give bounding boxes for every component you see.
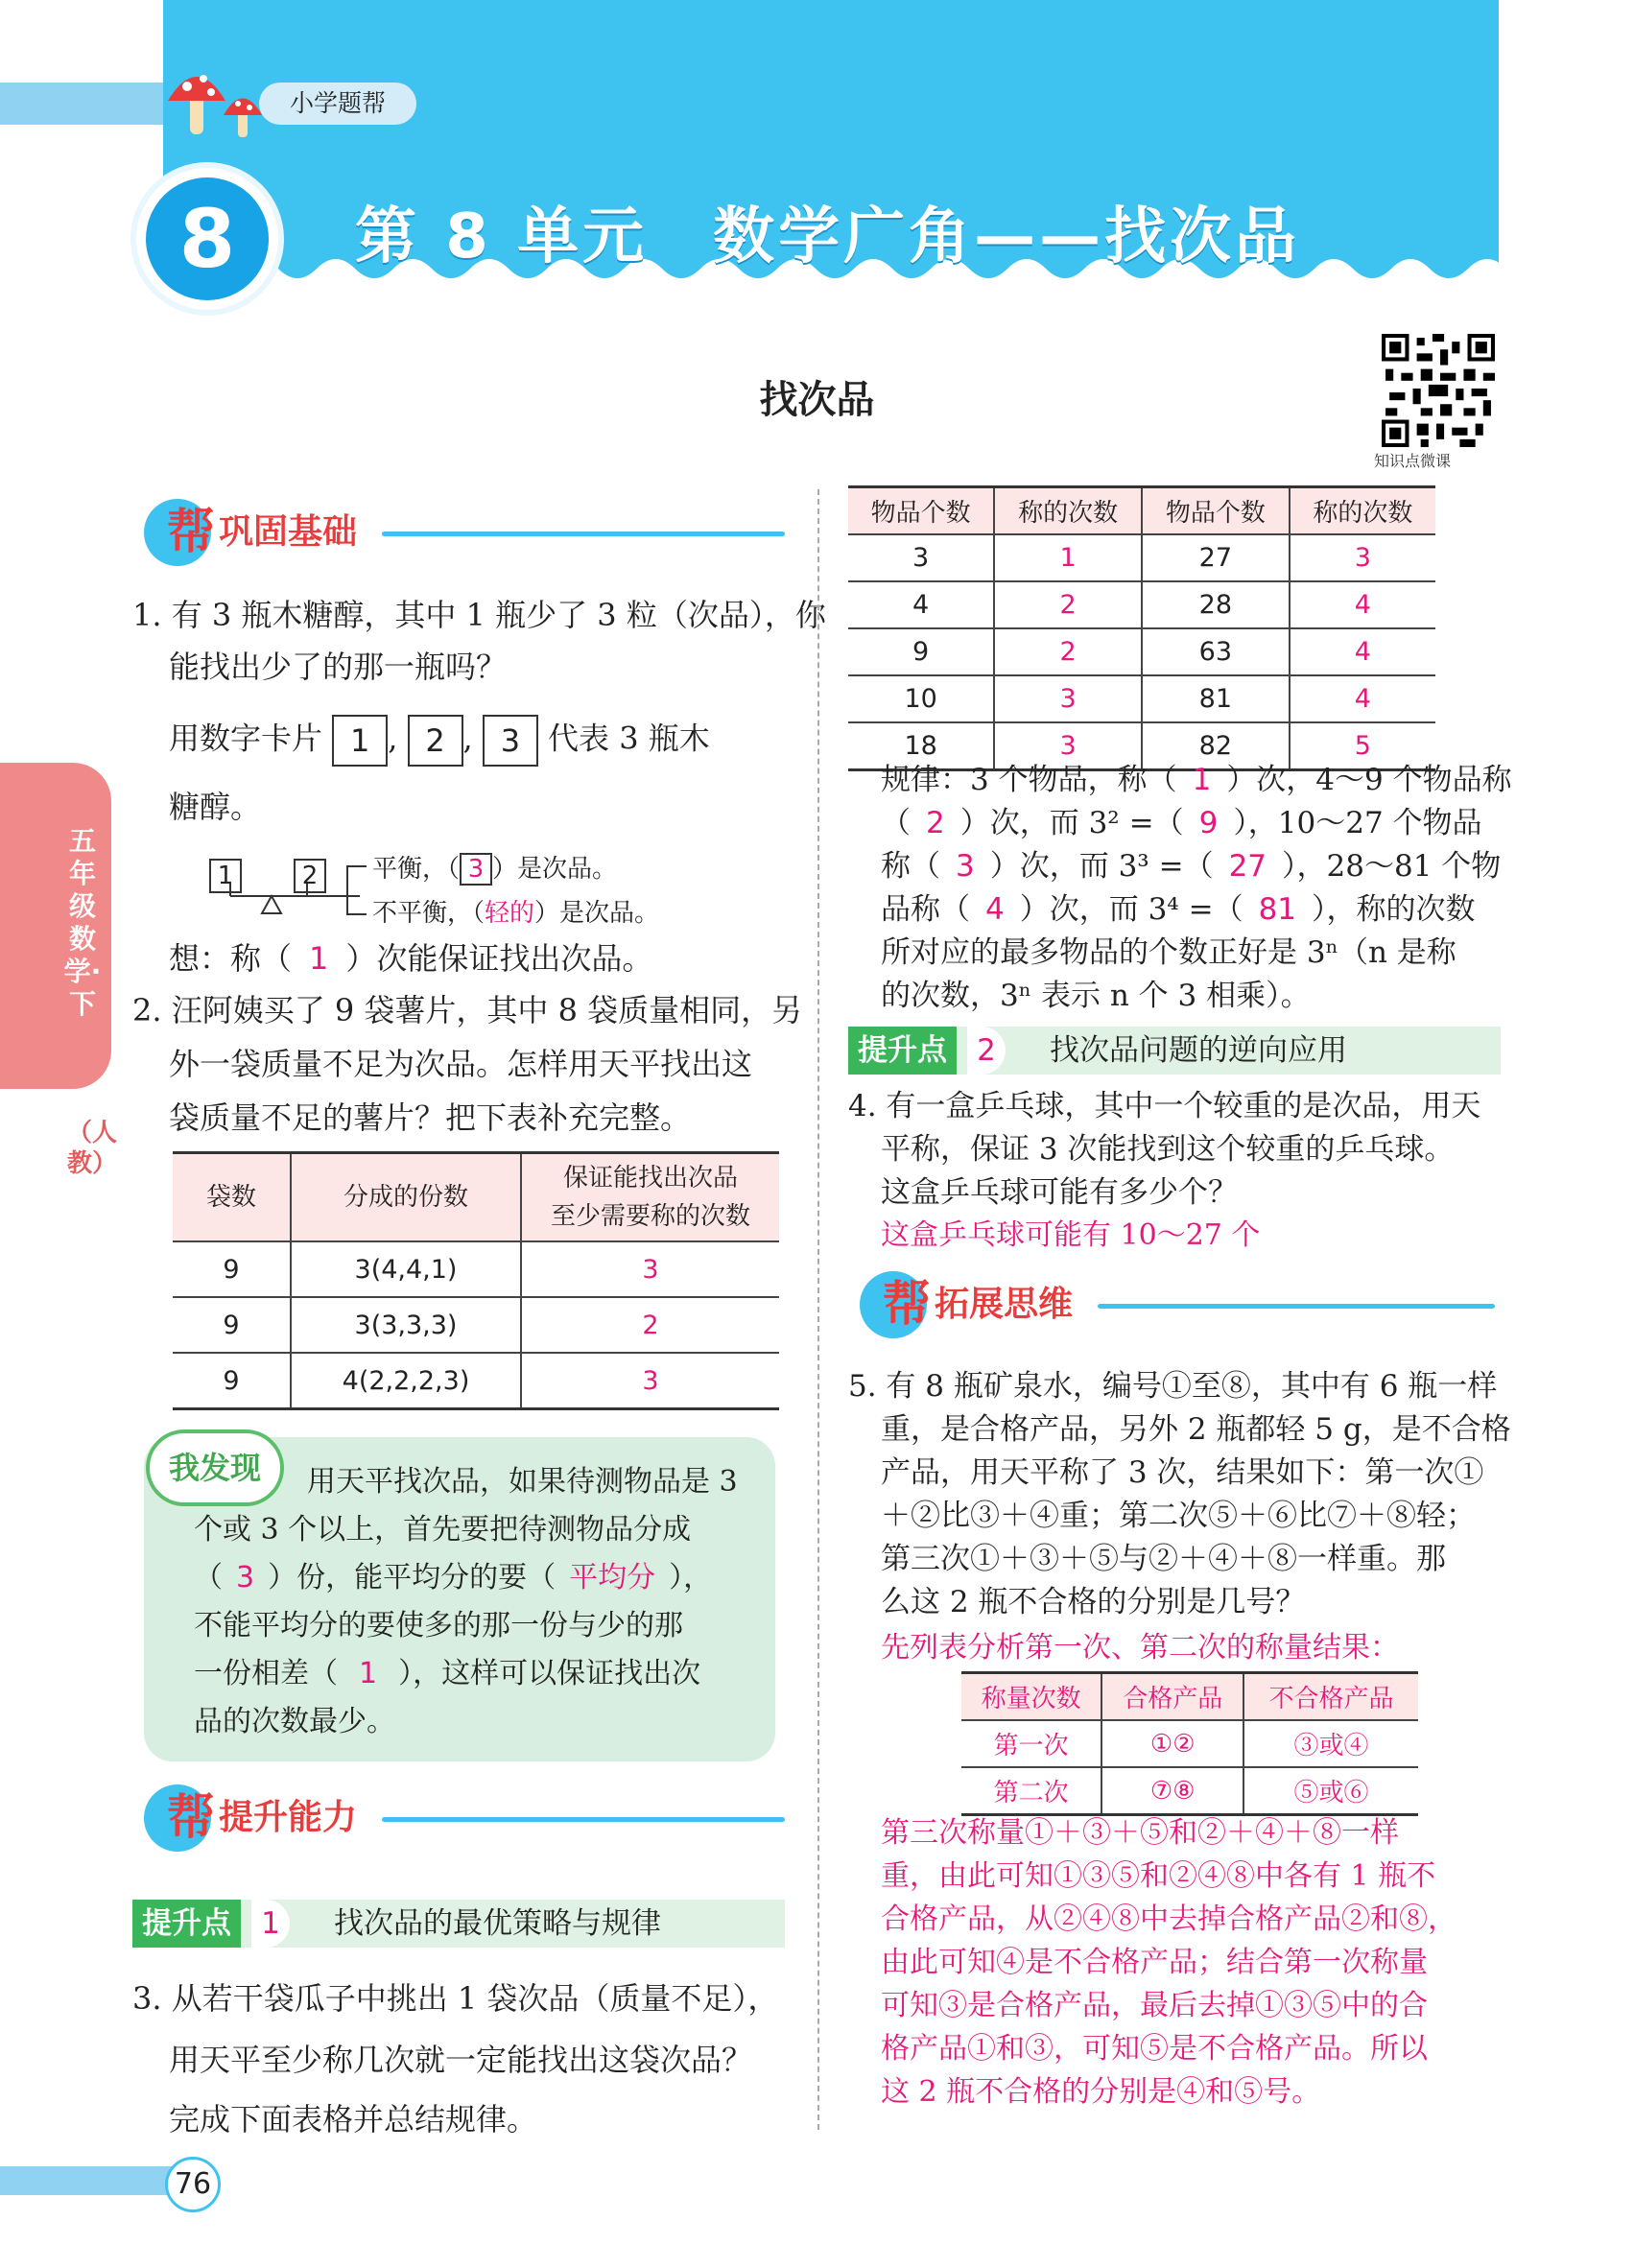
rule-answer: 27 (1228, 849, 1267, 884)
table-cell: 9 (173, 1241, 291, 1297)
rule-answer: 4 (985, 892, 1005, 927)
section-basic (144, 499, 787, 566)
q5-line2: 重，是合格产品，另外 2 瓶都轻 5 g，是不合格 (881, 1412, 1511, 1447)
help-char: 帮 (167, 1789, 215, 1845)
rule-line3 (881, 844, 1501, 888)
unbalanced-answer: 轻的 (485, 899, 535, 928)
rule-text: ），称的次数 (1312, 892, 1476, 927)
table-cell: 3(4,4,1) (291, 1241, 521, 1297)
table-cell: 18 (848, 722, 994, 770)
point-number: 1 (251, 1900, 290, 1948)
footer-strip (0, 2166, 192, 2195)
q5-answer-line: 格产品①和③，可知⑤是不合格产品。所以 (881, 2032, 1428, 2066)
section-title: 巩固基础 (219, 512, 358, 552)
q1-line3-post: 代表 3 瓶木 (548, 720, 710, 757)
table-cell: 9 (848, 628, 994, 675)
table-cell: 82 (1142, 722, 1290, 770)
discover-pre-5: 一份相差（ (194, 1657, 338, 1690)
q2-table (173, 1151, 779, 1410)
section-line (382, 532, 785, 536)
q5-answer-intro: 先列表分析第一次、第二次的称量结果： (881, 1631, 1399, 1665)
table-answer-cell: 第一次 (961, 1720, 1101, 1767)
q4-line1: 4. 有一盒乒乓球，其中一个较重的是次品，用天 (848, 1089, 1481, 1123)
discover-line4: 不能平均分的要使多的那一份与少的那 (194, 1609, 683, 1642)
table-answer-cell: 2 (994, 581, 1142, 628)
q1-line3-pre: 用数字卡片 (169, 720, 323, 757)
table-row (173, 1297, 779, 1353)
table-row (961, 1720, 1418, 1767)
discover-line1: 用天平找次品，如果待测物品是 3 (307, 1465, 738, 1499)
section-ability (144, 1784, 787, 1852)
table-answer-cell: 3 (521, 1241, 779, 1297)
q5-table (961, 1671, 1418, 1816)
mushroom-icon (163, 58, 278, 144)
rule-text: 规律：3 个物品，称（ (881, 763, 1177, 797)
column-divider (817, 489, 819, 2130)
rule-line1 (881, 758, 1512, 802)
q4-line2: 平称，保证 3 次能找到这个较重的乒乓球。 (881, 1132, 1455, 1167)
table-answer-cell: 2 (521, 1297, 779, 1353)
table-header: 分成的份数 (291, 1153, 521, 1242)
table-cell: 9 (173, 1353, 291, 1409)
grade-label: 五年级数学·下 (63, 825, 102, 1020)
rule-text: ），28～81 个物 (1282, 849, 1502, 884)
table-header: 称量次数 (961, 1673, 1101, 1721)
rule-text: ）次，而 3² =（ (959, 806, 1184, 840)
rule-text: ），10～27 个物品 (1233, 806, 1482, 840)
table-header: 不合格产品 (1243, 1673, 1418, 1721)
unit-title: 第 8 单元 数学广角——找次品 (355, 201, 1301, 272)
q3-line2: 用天平至少称几次就一定能找出这袋次品？ (169, 2042, 753, 2078)
think-answer: 1 (309, 940, 329, 977)
discover-post-5: ），这样可以保证找出次 (398, 1657, 701, 1690)
rule-line4 (881, 887, 1476, 932)
table-header: 物品个数 (1142, 487, 1290, 535)
point-number: 2 (967, 1027, 1006, 1075)
unbalanced-pre: 不平衡，（ (372, 899, 485, 928)
unit-number: 8 (146, 177, 269, 300)
table-row (173, 1353, 779, 1409)
table-header: 物品个数 (848, 487, 994, 535)
table-answer-cell: 3 (521, 1353, 779, 1409)
point-bar-1 (132, 1900, 785, 1948)
help-char: 帮 (167, 504, 215, 559)
discover-badge: 我发现 (146, 1429, 284, 1506)
discover-answer-2: 平均分 (569, 1561, 656, 1595)
site-name: 小学题帮 (259, 83, 416, 125)
q1-line3: 用数字卡片 1 , 2 , 3 代表 3 瓶木 (169, 715, 710, 767)
page-number: 76 (165, 2157, 221, 2212)
table-answer-cell: 4 (1290, 581, 1435, 628)
rule-line5: 所对应的最多物品的个数正好是 3ⁿ（n 是称 (881, 935, 1456, 970)
table-answer-cell: 3 (994, 675, 1142, 722)
q3-table (848, 485, 1435, 771)
table-header: 袋数 (173, 1153, 291, 1242)
discover-post: ）， (669, 1561, 713, 1595)
section-line (382, 1817, 785, 1822)
table-header: 合格产品 (1101, 1673, 1243, 1721)
q5-answer-line: 第三次称量①＋③＋⑤和②＋④＋⑧一样 (881, 1816, 1399, 1850)
rule-text: ）次，而 3⁴ =（ (1019, 892, 1243, 927)
section-expand (860, 1271, 1503, 1338)
think-pre: 想：称（ (169, 940, 293, 977)
card-3: 3 (483, 715, 538, 767)
unbalanced-post: ）是次品。 (534, 899, 660, 928)
q5-line4: ＋②比③＋④重；第二次⑤＋⑥比⑦＋⑧轻； (881, 1499, 1476, 1533)
discover-line3 (194, 1554, 712, 1602)
card-2: 2 (408, 715, 463, 767)
table-answer-cell: 3 (994, 722, 1142, 770)
table-answer-cell: 1 (994, 534, 1142, 581)
q1-line1: 1. 有 3 瓶木糖醇，其中 1 瓶少了 3 粒（次品），你 (132, 597, 826, 633)
q3-line3: 完成下面表格并总结规律。 (169, 2101, 538, 2138)
balanced-pre: 平衡，（ (372, 855, 461, 884)
discover-line5 (194, 1650, 700, 1698)
table-header: 称的次数 (994, 487, 1142, 535)
table-answer-cell: 2 (994, 628, 1142, 675)
table-answer-cell: 第二次 (961, 1767, 1101, 1815)
table-answer-cell: 5 (1290, 722, 1435, 770)
table-header: 称的次数 (1290, 487, 1435, 535)
table-cell: 9 (173, 1297, 291, 1353)
q5-line5: 第三次①＋③＋⑤与②＋④＋⑧一样重。那 (881, 1542, 1446, 1576)
card-1: 1 (332, 715, 388, 767)
discover-line2: 个或 3 个以上，首先要把待测物品分成 (194, 1513, 692, 1547)
table-row (848, 675, 1435, 722)
table-answer-cell: ⑦⑧ (1101, 1767, 1243, 1815)
balanced-post: ）是次品。 (492, 855, 618, 884)
table-header-row (173, 1153, 779, 1242)
section-title: 拓展思维 (935, 1285, 1074, 1324)
discover-mid: ）份，能平均分的要（ (268, 1561, 557, 1595)
rule-answer: 3 (956, 849, 975, 884)
qr-code-icon[interactable] (1382, 334, 1495, 447)
table-answer-cell: 3 (1290, 534, 1435, 581)
table-cell: 3(3,3,3) (291, 1297, 521, 1353)
discover-pre: （ (194, 1561, 223, 1595)
rule-answer: 9 (1198, 806, 1219, 840)
rule-answer: 81 (1258, 892, 1297, 927)
table-cell: 3 (848, 534, 994, 581)
point-tag: 提升点 (132, 1900, 241, 1948)
q2-line3: 袋质量不足的薯片？把下表补充完整。 (169, 1099, 692, 1136)
rule-text: 称（ (881, 849, 940, 884)
table-cell: 28 (1142, 581, 1290, 628)
q2-line1: 2. 汪阿姨买了 9 袋薯片，其中 8 袋质量相同，另 (132, 992, 803, 1028)
table-header-row (848, 487, 1435, 535)
point-bar-2 (848, 1027, 1501, 1075)
unbalanced-line (372, 894, 659, 933)
point-title: 找次品问题的逆向应用 (1050, 1033, 1347, 1068)
q2-line2: 外一袋质量不足为次品。怎样用天平找出这 (169, 1046, 753, 1082)
table-answer-cell: 4 (1290, 628, 1435, 675)
rule-line6: 的次数，3ⁿ 表示 n 个 3 相乘）。 (881, 979, 1311, 1013)
table-cell: 4(2,2,2,3) (291, 1353, 521, 1409)
rule-text: （ (881, 806, 911, 840)
qr-caption: 知识点微课 (1374, 452, 1452, 470)
table-answer-cell: ⑤或⑥ (1243, 1767, 1418, 1815)
rule-text: 品称（ (881, 892, 970, 927)
table-cell: 10 (848, 675, 994, 722)
lesson-title: 找次品 (759, 378, 875, 422)
q1-line2: 能找出少了的那一瓶吗？ (169, 649, 508, 685)
think-post: ）次能保证找出次品。 (345, 940, 653, 977)
q5-answer-line: 可知③是合格产品，最后去掉①③⑤中的合 (881, 1989, 1428, 2022)
help-char: 帮 (883, 1276, 931, 1332)
table-answer-cell: ③或④ (1243, 1720, 1418, 1767)
table-row (848, 534, 1435, 581)
q5-line1: 5. 有 8 瓶矿泉水，编号①至⑧，其中有 6 瓶一样 (848, 1369, 1498, 1404)
q1-think (169, 936, 652, 980)
table-header-row (961, 1673, 1418, 1721)
table-cell: 81 (1142, 675, 1290, 722)
q4-answer: 这盒乒乓球可能有 10～27 个 (881, 1218, 1261, 1252)
section-line (1098, 1304, 1495, 1309)
q1-line4: 糖醇。 (169, 789, 262, 825)
edition-label: （人教） (67, 1119, 118, 1178)
table-cell: 4 (848, 581, 994, 628)
table-row (961, 1767, 1418, 1815)
q3-line1: 3. 从若干袋瓜子中挑出 1 袋次品（质量不足）， (132, 1980, 779, 2017)
balanced-line (372, 850, 617, 888)
table-row (848, 581, 1435, 628)
table-row (173, 1241, 779, 1297)
table-header (521, 1153, 779, 1242)
q5-answer-line: 重，由此可知①③⑤和②④⑧中各有 1 瓶不 (881, 1859, 1436, 1893)
q5-answer-line: 合格产品，从②④⑧中去掉合格产品②和⑧， (881, 1902, 1456, 1936)
q5-answer-line: 这 2 瓶不合格的分别是④和⑤号。 (881, 2075, 1321, 2109)
q5-line3: 产品，用天平称了 3 次，结果如下：第一次① (881, 1455, 1484, 1490)
q5-answer-line: 由此可知④是不合格产品；结合第一次称量 (881, 1946, 1428, 1979)
table-row (848, 628, 1435, 675)
header-line2: 至少需要称的次数 (550, 1202, 750, 1231)
point-title: 找次品的最优策略与规律 (334, 1906, 661, 1941)
table-answer-cell: ①② (1101, 1720, 1243, 1767)
rule-answer: 1 (1192, 763, 1212, 797)
rule-text: ）次，而 3³ =（ (989, 849, 1214, 884)
discover-answer-1: 3 (236, 1561, 255, 1595)
rule-answer: 2 (926, 806, 945, 840)
table-answer-cell: 4 (1290, 675, 1435, 722)
rule-text: ）次，4～9 个物品称 (1226, 763, 1512, 797)
header-line1: 保证能找出次品 (562, 1164, 738, 1193)
table-cell: 27 (1142, 534, 1290, 581)
balance-left-card: 1 (209, 859, 242, 893)
q4-line3: 这盒乒乓球可能有多少个？ (881, 1175, 1238, 1210)
table-cell: 63 (1142, 628, 1290, 675)
q5-line6: 么这 2 瓶不合格的分别是几号？ (881, 1585, 1306, 1619)
discover-line6: 品的次数最少。 (194, 1705, 395, 1738)
section-title: 提升能力 (219, 1798, 358, 1837)
discover-answer-3: 1 (359, 1657, 378, 1690)
balance-right-card: 2 (294, 859, 326, 893)
rule-line2 (881, 801, 1482, 845)
balanced-answer: 3 (460, 853, 492, 886)
bracket-icon (338, 857, 376, 924)
point-tag: 提升点 (848, 1027, 957, 1075)
